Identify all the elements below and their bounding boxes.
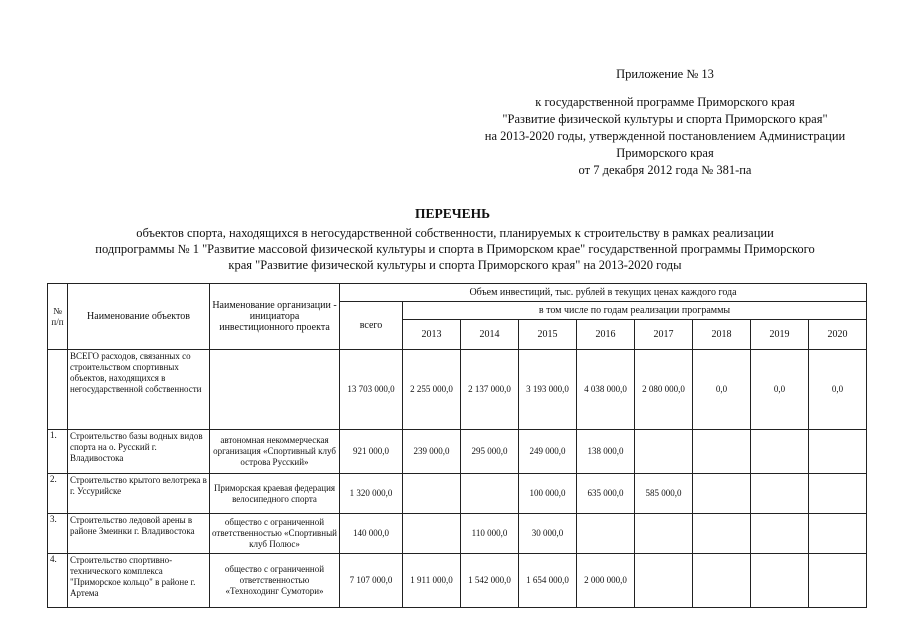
row-total: 1 320 000,0 [340,474,403,514]
row-year-value: 635 000,0 [577,474,635,514]
row-year-value: 0,0 [693,350,751,430]
row-num: 4. [48,554,68,608]
row-year-value [751,514,809,554]
header-year: 2019 [751,320,809,350]
header-line: к государственной программе Приморского края [535,95,795,109]
header-line: "Развитие физической культуры и спорта Приморского края" [502,112,828,126]
header-year: 2020 [809,320,867,350]
row-year-value: 249 000,0 [519,430,577,474]
row-year-value: 2 080 000,0 [635,350,693,430]
row-year-value: 2 137 000,0 [461,350,519,430]
row-year-value: 30 000,0 [519,514,577,554]
row-year-value: 585 000,0 [635,474,693,514]
row-year-value: 239 000,0 [403,430,461,474]
row-year-value [693,514,751,554]
row-name: Строительство спортивно-технического комплекса "Приморское кольцо" в районе г. Артема [68,554,210,608]
row-name: Строительство базы водных видов спорта на о. Русский г. Владивостока [68,430,210,474]
row-year-value [577,514,635,554]
appendix-label: Приложение № 13 [616,67,714,81]
row-year-value: 295 000,0 [461,430,519,474]
row-year-value [751,554,809,608]
row-year-value [751,430,809,474]
header-by-years: в том числе по годам реализации программы [403,302,867,320]
header-total: всего [340,302,403,350]
row-total: 13 703 000,0 [340,350,403,430]
header-line: Приморского края [616,146,714,160]
header-line: на 2013-2020 годы, утвержденной постановлением Администрации [484,129,846,143]
header-year: 2013 [403,320,461,350]
row-year-value [635,430,693,474]
row-num: 3. [48,514,68,554]
table-row [48,474,867,514]
row-year-value: 3 193 000,0 [519,350,577,430]
row-year-value [403,474,461,514]
row-total: 140 000,0 [340,514,403,554]
row-year-value: 0,0 [809,350,867,430]
header-block [430,94,900,179]
row-year-value: 100 000,0 [519,474,577,514]
header-year: 2018 [693,320,751,350]
row-year-value [809,514,867,554]
row-name: Строительство ледовой арены в районе Змеинки г. Владивостока [68,514,210,554]
row-org: общество с ограниченной ответственностью «Техноходинг Сумотори» [210,554,340,608]
row-year-value: 138 000,0 [577,430,635,474]
row-org: общество с ограниченной ответственностью «Спортивный клуб Полюс» [210,514,340,554]
row-year-value: 1 542 000,0 [461,554,519,608]
row-total: 921 000,0 [340,430,403,474]
row-year-value: 4 038 000,0 [577,350,635,430]
subtitle-line: края "Развитие физической культуры и спорта Приморского края" на 2013-2020 годы [228,258,682,272]
header-line: от 7 декабря 2012 года № 381-па [578,163,752,177]
document-title: ПЕРЕЧЕНЬ [414,206,491,221]
header-year: 2014 [461,320,519,350]
row-year-value: 0,0 [751,350,809,430]
row-year-value [403,514,461,554]
row-year-value [461,474,519,514]
row-year-value [809,554,867,608]
table-row [48,430,867,474]
row-year-value [635,554,693,608]
row-year-value: 2 255 000,0 [403,350,461,430]
row-org: Приморская краевая федерация велосипедного спорта [210,474,340,514]
table-row [48,514,867,554]
header-name: Наименование объектов [68,284,210,350]
header-year: 2017 [635,320,693,350]
row-total: 7 107 000,0 [340,554,403,608]
row-year-value: 110 000,0 [461,514,519,554]
row-year-value [635,514,693,554]
header-year: 2015 [519,320,577,350]
header-volume: Объем инвестиций, тыс. рублей в текущих ценах каждого года [340,284,867,302]
row-year-value [809,474,867,514]
row-num: 2. [48,474,68,514]
row-year-value [809,430,867,474]
row-year-value [693,554,751,608]
row-year-value: 2 000 000,0 [577,554,635,608]
table-row [48,554,867,608]
header-org: Наименование организации - инициатора инвестиционного проекта [210,284,340,350]
header-num: № п/п [48,284,68,350]
header-year: 2016 [577,320,635,350]
row-num [48,350,68,430]
row-name: Строительство крытого велотрека в г. Уссурийске [68,474,210,514]
row-year-value: 1 654 000,0 [519,554,577,608]
row-year-value: 1 911 000,0 [403,554,461,608]
row-num: 1. [48,430,68,474]
document-subtitle [30,225,880,273]
row-year-value [751,474,809,514]
row-org: автономная некоммерческая организация «Спортивный клуб острова Русский» [210,430,340,474]
subtitle-line: объектов спорта, находящихся в негосударственной собственности, планируемых к строительству в рамках реализации [136,226,774,240]
subtitle-line: подпрограммы № 1 "Развитие массовой физической культуры и спорта в Приморском крае" государственной программы Приморского [95,242,815,256]
table-row [48,350,867,430]
row-year-value [693,430,751,474]
row-year-value [693,474,751,514]
investment-table [47,283,867,608]
row-name: ВСЕГО расходов, связанных со строительством спортивных объектов, находящихся в негосударственной собственности [68,350,210,430]
row-org [210,350,340,430]
